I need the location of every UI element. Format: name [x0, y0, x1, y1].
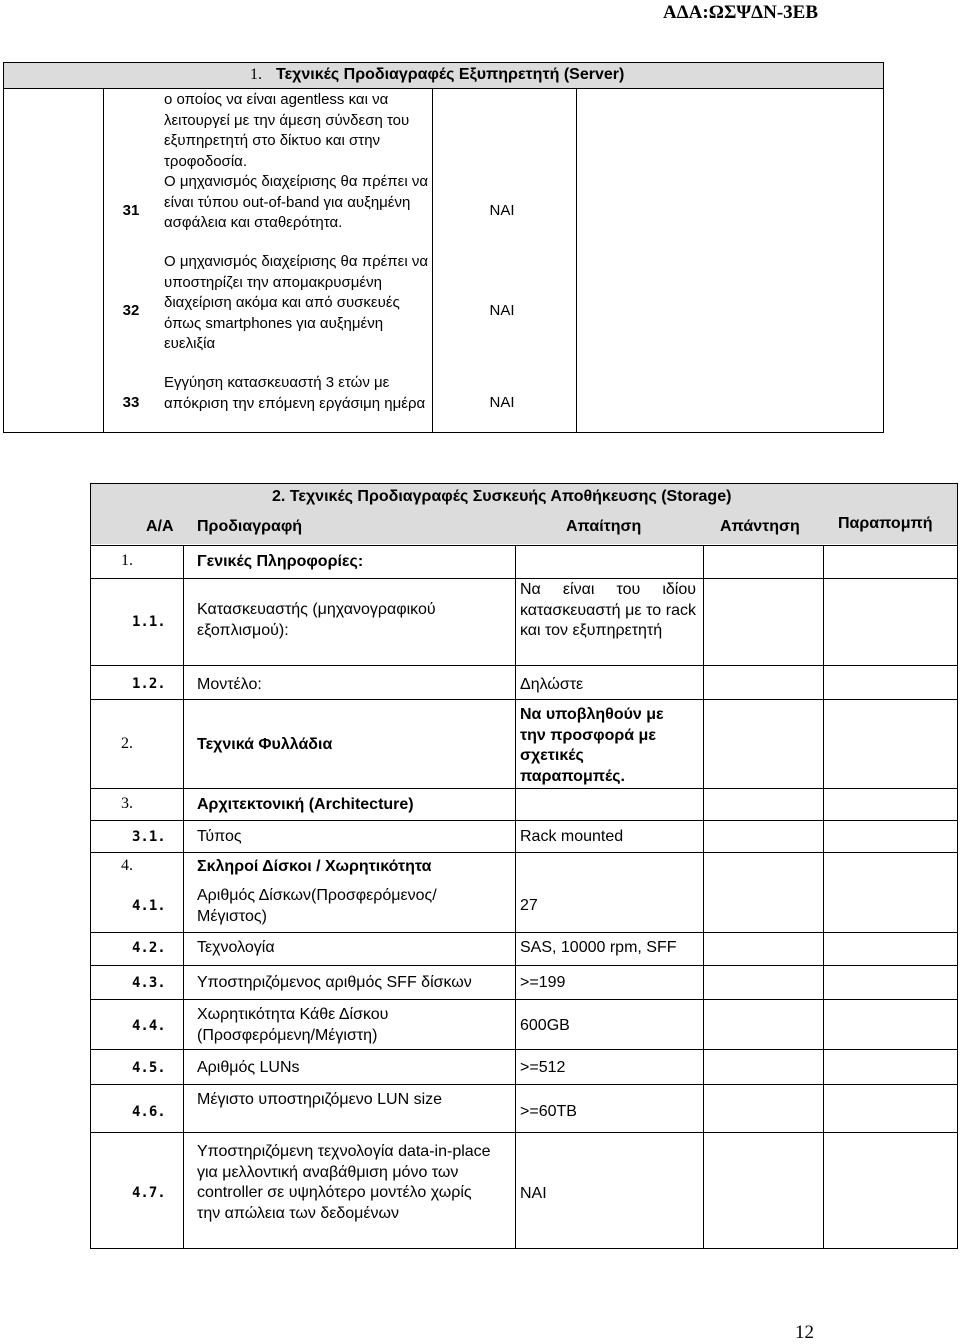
table1-title	[250, 66, 624, 84]
server-spec-table	[3, 62, 884, 433]
row-number: 1.1.	[132, 614, 166, 630]
requirement-text: Rack mounted	[520, 828, 624, 845]
row-number: 1.2.	[132, 676, 166, 692]
continued-requirement: ο οποίος να είναι agentless και να λειτουργεί με την άμεση σύνδεση του εξυπηρετητή στο δίκτυο και στην τροφοδοσία.	[164, 91, 410, 170]
requirement-text: ΝΑΙ	[520, 1185, 547, 1202]
header-answer: Απάντηση	[720, 518, 800, 535]
row-number: 4.2.	[132, 940, 166, 956]
row-number: 2.	[121, 735, 133, 752]
spec-text: Υποστηριζόμενος αριθμός SFF δίσκων	[197, 974, 472, 991]
spec-text: Τεχνολογία	[197, 939, 275, 956]
row-number: 4.4.	[132, 1018, 166, 1034]
requirement-text: Εγγύηση κατασκευαστή 3 ετών με απόκριση την επόμενη εργάσιμη ημέρα	[164, 374, 426, 412]
requirement-text: 600GB	[520, 1017, 570, 1034]
requirement-text: Να είναι του ιδίου κατασκευαστή με το rack και τον εξυπηρετητή	[520, 581, 696, 639]
requirement-text: >=60TB	[520, 1103, 577, 1120]
spec-text: Αριθμός LUNs	[197, 1059, 300, 1076]
header-spec: Προδιαγραφή	[197, 518, 303, 535]
requirement-text: Ο μηχανισμός διαχείρισης θα πρέπει να υποστηρίζει την απομακρυσμένη διαχείριση ακόμα και από συσκευές όπως smartphones για αυξημένη ευελιξία	[164, 253, 429, 352]
row-number: 3.1.	[132, 829, 166, 845]
table2-title: 2. Τεχνικές Προδιαγραφές Συσκευής Αποθήκευσης (Storage)	[272, 488, 732, 505]
requirement-text: Να υποβληθούν με την προσφορά με σχετικές παραπομπές.	[520, 706, 664, 785]
spec-text: Σκληροί Δίσκοι / Χωρητικότητα	[197, 858, 432, 875]
spec-text: Αρχιτεκτονική (Architecture)	[197, 796, 414, 813]
spec-text: Χωρητικότητα Κάθε Δίσκου (Προσφερόμενη/Μέγιστη)	[197, 1006, 389, 1044]
table1-title-text: Τεχνικές Προδιαγραφές Εξυπηρετητή (Server)	[276, 66, 625, 83]
spec-text: Μοντέλο:	[197, 676, 262, 693]
row-number: 3.	[121, 795, 133, 812]
header-requirement: Απαίτηση	[566, 518, 642, 535]
requirement-text: Ο μηχανισμός διαχείρισης θα πρέπει να είναι τύπου out-of-band για αυξημένη ασφάλεια και σταθερότητα.	[164, 173, 429, 231]
row-number: 4.7.	[132, 1185, 166, 1201]
row-number: 32	[122, 302, 140, 319]
header-reference: Παραπομπή	[838, 515, 933, 532]
answer-value: ΝΑΙ	[489, 394, 515, 411]
spec-text: Τεχνικά Φυλλάδια	[197, 736, 333, 753]
requirement-text: >=512	[520, 1059, 566, 1076]
row-number: 4.6.	[132, 1104, 166, 1120]
row-number: 4.	[121, 857, 133, 874]
spec-text: Κατασκευαστής (μηχανογραφικού εξοπλισμού):	[197, 601, 436, 639]
spec-text: Μέγιστο υποστηριζόμενο LUN size	[197, 1091, 443, 1108]
document-id: ΑΔΑ:ΩΣΨΔΝ-3ΕΒ	[663, 2, 818, 23]
row-number: 4.5.	[132, 1060, 166, 1076]
requirement-text: SAS, 10000 rpm, SFF	[520, 939, 677, 956]
row-number: 31	[122, 202, 140, 219]
spec-text: Υποστηριζόμενη τεχνολογία data-in-place για μελλοντική αναβάθμιση μόνο των controller σε υψηλότερο μοντέλο χωρίς την απώλεια των δεδομένων	[197, 1143, 491, 1222]
spec-text: Γενικές Πληροφορίες:	[197, 553, 364, 570]
requirement-text: 27	[520, 897, 538, 914]
answer-value: ΝΑΙ	[489, 202, 515, 219]
table1-title-number: 1.	[250, 66, 262, 83]
spec-text: Αριθμός Δίσκων(Προσφερόμενος/Μέγιστος)	[197, 887, 437, 925]
row-number: 33	[122, 394, 140, 411]
row-number: 4.3.	[132, 975, 166, 991]
spec-text: Τύπος	[197, 828, 242, 845]
header-aa: Α/Α	[146, 518, 174, 535]
row-number: 1.	[121, 552, 133, 569]
answer-value: ΝΑΙ	[489, 302, 515, 319]
page-number: 12	[795, 1322, 814, 1343]
requirement-text: Δηλώστε	[520, 676, 584, 693]
row-number: 4.1.	[132, 898, 166, 914]
requirement-text: >=199	[520, 974, 566, 991]
